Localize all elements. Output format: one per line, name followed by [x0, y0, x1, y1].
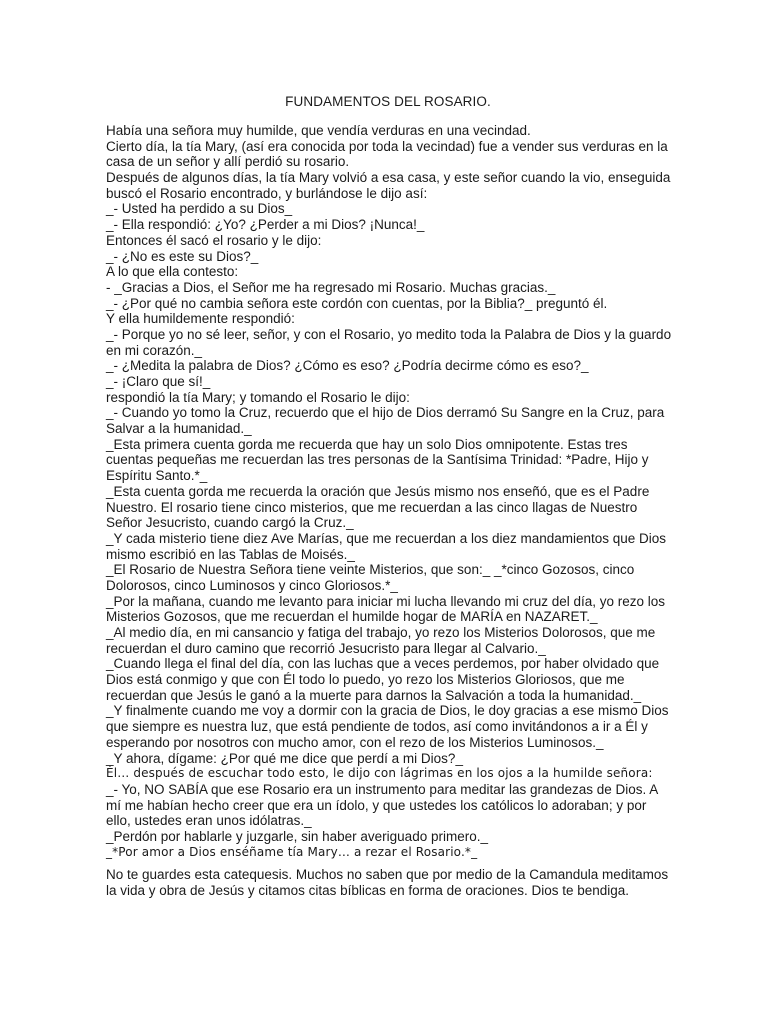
document-body	[106, 123, 672, 860]
body-line: Había una señora muy humilde, que vendía verduras en una vecindad.	[106, 123, 531, 138]
body-line: Entonces él sacó el rosario y le dijo:	[106, 232, 322, 248]
body-line: _- ¿Medita la palabra de Dios? ¿Cómo es eso? ¿Podría decirme cómo es eso?_	[106, 358, 589, 374]
body-line: Misterios Gozosos, que me recuerdan el humilde hogar de MARÍA en NAZARET._	[106, 609, 598, 625]
body-line: esperando por nosotros con mucho amor, con el rezo de los Misterios Luminosos._	[106, 734, 604, 750]
body-line: que siempre es nuestra luz, que está pendiente de todos, así como invitándonos a ir a Él y	[106, 719, 648, 735]
body-line: _Esta cuenta gorda me recuerda la oración que Jesús mismo nos enseñó, que es el Padre	[106, 483, 650, 499]
body-line: - _Gracias a Dios, el Señor me ha regresado mi Rosario. Muchas gracias._	[106, 279, 556, 295]
body-line: _Esta primera cuenta gorda me recuerda que hay un solo Dios omnipotente. Estas tres	[106, 436, 628, 452]
body-line: _- Porque yo no sé leer, señor, y con el Rosario, yo medito toda la Palabra de Dios y la guardo	[106, 326, 672, 342]
body-line: mí me habían hecho creer que era un ídolo, y que ustedes los católicos lo adoraban; y por	[106, 797, 647, 813]
body-line: Cierto día, la tía Mary, (así era conocida por toda la vecindad) fue a vender sus verduras en la	[106, 138, 668, 154]
closing-line: No te guardes esta catequesis. Muchos no saben que por medio de la Camandula meditamos	[106, 867, 669, 883]
document-page	[106, 94, 672, 899]
body-line: _Por la mañana, cuando me levanto para iniciar mi lucha llevando mi cruz del día, yo rezo los	[106, 593, 666, 609]
body-line: Espíritu Santo.*_	[106, 468, 208, 484]
body-line: casa de un señor y allí perdió su rosario.	[106, 154, 350, 170]
body-line: Y ella humildemente respondió:	[106, 311, 295, 327]
body-line: _El Rosario de Nuestra Señora tiene veinte Misterios, que son:_ _*cinco Gozosos, cinco	[106, 562, 635, 578]
body-line: cuentas pequeñas me recuerdan las tres personas de la Santísima Trinidad: *Padre, Hijo y	[106, 452, 649, 468]
body-line: Señor Jesucristo, cuando cargó la Cruz._	[106, 515, 354, 531]
body-line: Nuestro. El rosario tiene cinco misterios, que me recuerdan a las cinco llagas de Nuestro	[106, 499, 638, 515]
body-line: _Al medio día, en mi cansancio y fatiga del trabajo, yo rezo los Misterios Dolorosos, que me	[106, 625, 656, 640]
body-line: _- Yo, NO SABÍA que ese Rosario era un instrumento para meditar las grandezas de Dios. A	[106, 781, 659, 797]
body-line: recuerdan el duro camino que recorrió Jesucristo para llegar al Calvario._	[106, 640, 546, 656]
closing-line: la vida y obra de Jesús y citamos citas bíblicas en forma de oraciones. Dios te bendiga.	[106, 883, 630, 898]
body-line: _Perdón por hablarle y juzgarle, sin haber averiguado primero._	[106, 828, 488, 844]
body-line: Él… después de escuchar todo esto, le dijo con lágrimas en los ojos a la humilde señora:	[106, 766, 653, 781]
body-line: ello, ustedes eran unos idólatras._	[106, 813, 312, 829]
body-line: _Y ahora, dígame: ¿Por qué me dice que perdí a mi Dios?_	[106, 750, 463, 766]
document-title: FUNDAMENTOS DEL ROSARIO.	[285, 94, 491, 109]
body-line: Dios está conmigo y que con Él todo lo puedo, yo rezo los Misterios Gloriosos, que me	[106, 672, 625, 688]
body-line: Salvar a la humanidad._	[106, 421, 252, 437]
body-line: mismo escribió en las Tablas de Moisés._	[106, 546, 355, 562]
body-line: _- ¿No es este su Dios?_	[106, 248, 259, 264]
body-line: Dolorosos, cinco Luminosos y cinco Gloriosos.*_	[106, 577, 398, 593]
body-line: _Y finalmente cuando me voy a dormir con la gracia de Dios, le doy gracias a ese mismo Dios	[106, 703, 669, 719]
body-line: A lo que ella contesto:	[106, 264, 239, 280]
body-line: _Y cada misterio tiene diez Ave Marías, que me recuerdan a los diez mandamientos que Dios	[106, 530, 667, 546]
body-line: recuerdan que Jesús le ganó a la muerte para darnos la Salvación a toda la humanidad._	[106, 687, 642, 703]
body-line: en mi corazón._	[106, 342, 203, 358]
body-line: _- ¿Por qué no cambia señora este cordón con cuentas, por la Biblia?_ preguntó él.	[106, 295, 608, 311]
body-line: _- Usted ha perdido a su Dios_	[106, 201, 293, 217]
body-line: _- ¡Claro que sí!_	[106, 374, 211, 389]
body-line: buscó el Rosario encontrado, y burlándose le dijo así:	[106, 185, 428, 201]
body-line: _- Ella respondió: ¿Yo? ¿Perder a mi Dios? ¡Nunca!_	[106, 217, 425, 233]
body-line: _- Cuando yo tomo la Cruz, recuerdo que el hijo de Dios derramó Su Sangre en la Cruz, para	[106, 405, 665, 421]
body-line: _Cuando llega el final del día, con las luchas que a veces perdemos, por haber olvidado que	[106, 656, 660, 672]
closing-paragraph	[106, 867, 669, 898]
body-line: Después de algunos días, la tía Mary volvió a esa casa, y este señor cuando la vio, enseguida	[106, 170, 671, 186]
body-line: _*Por amor a Dios enséñame tía Mary… a rezar el Rosario.*_	[106, 844, 478, 859]
body-line: respondió la tía Mary; y tomando el Rosario le dijo:	[106, 389, 410, 405]
